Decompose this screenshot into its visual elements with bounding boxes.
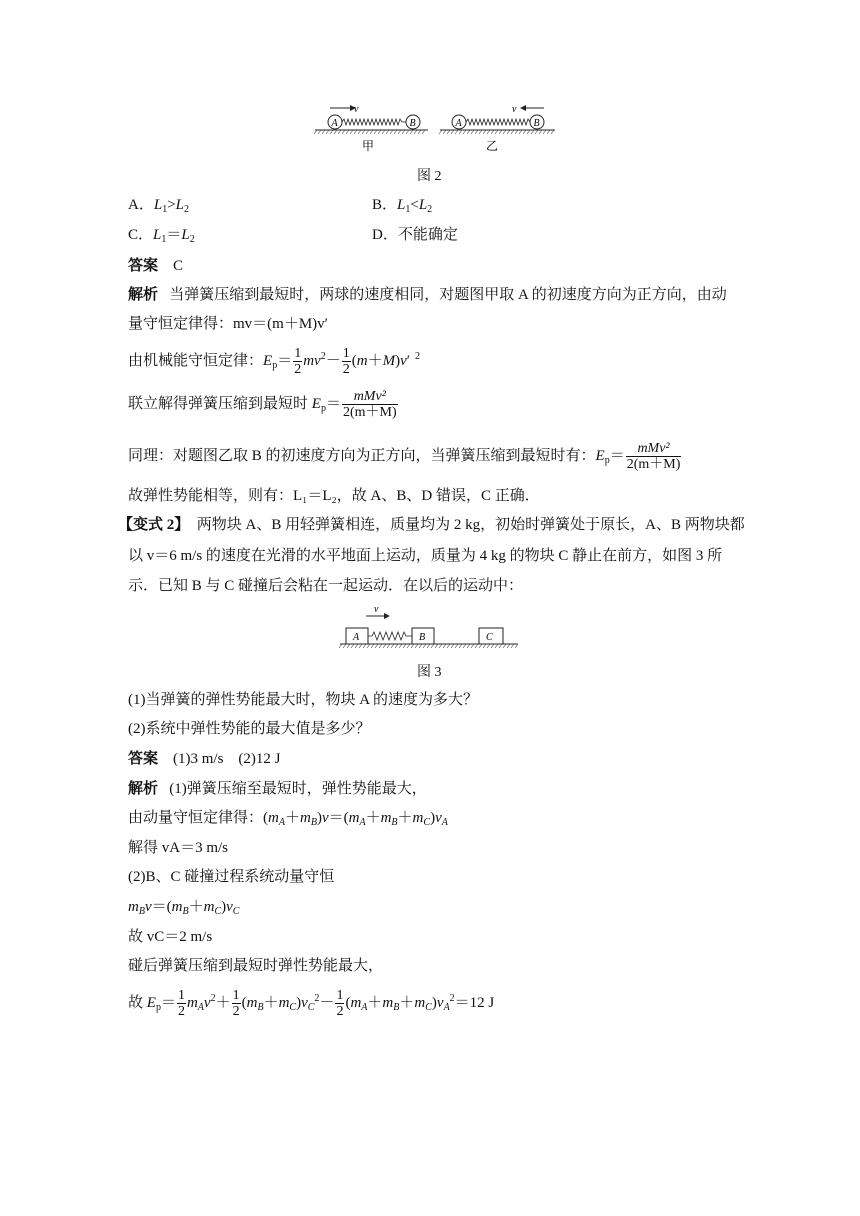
answer-2: 答案 (1)3 m/s (2)12 J — [128, 751, 281, 767]
svg-text:A: A — [455, 118, 462, 129]
variant-2-line-3: 示．已知 B 与 C 碰撞后会粘在一起运动．在以后的运动中： — [128, 578, 524, 594]
figure-2-yi — [439, 104, 555, 153]
analysis-1-line-5: 同理：对题图乙取 B 的初速度方向为正方向，当弹簧压缩到最短时有：$E_p=$ $\frac{\text{mMv²}}{2(m+M)}$ — [128, 441, 681, 473]
option-d: D．不能确定 — [372, 227, 458, 243]
analysis-1-line-2: 量守恒定律得：mv＝(m＋M)v′ — [128, 316, 328, 332]
answer-1: 答案 C — [128, 258, 184, 274]
analysis-2-line-5: $m_Bv=(m_B+m_C)v_C$ — [128, 899, 240, 917]
analysis-2-line-7: 碰后弹簧压缩到最短时弹性势能最大， — [128, 958, 384, 974]
analysis-2-line-3: 解得 vA＝3 m/s — [128, 840, 229, 856]
svg-text:A: A — [353, 632, 360, 643]
analysis-2-line-1: 解析 (1)弹簧压缩至最短时，弹性势能最大， — [128, 781, 427, 797]
analysis-1-line-4: 联立解得弹簧压缩到最短时 $E_p=$ $\frac{\text{mMv²}}{2(m+M)}$ — [128, 389, 397, 421]
figure-2-label-jia: 甲 — [362, 139, 375, 153]
analysis-2-line-6: 故 vC＝2 m/s — [128, 929, 213, 945]
figure-2-caption: 图 2 — [417, 169, 442, 184]
svg-text:C: C — [486, 632, 493, 643]
analysis-2-line-4: (2)B、C 碰撞过程系统动量守恒 — [128, 869, 335, 885]
option-c: C．$L_1=L_2$ — [128, 227, 195, 245]
figure-3-caption: 图 3 — [417, 665, 442, 680]
question-2: (2)系统中弹性势能的最大值是多少？ — [128, 721, 371, 737]
figure-2-jia — [314, 104, 428, 153]
svg-text:A: A — [331, 118, 338, 129]
option-a: A．$L_1>L_2$ — [128, 197, 189, 215]
variant-2-line-1: 【变式 2】 两物块 A、B 用轻弹簧相连，质量均为 2 kg，初始时弹簧处于原长，A、B 两物块都 — [118, 517, 745, 533]
svg-text:B: B — [409, 118, 416, 129]
svg-text:v: v — [354, 104, 359, 115]
figure-2-diagram — [310, 100, 560, 156]
analysis-1-line-3: 由机械能守恒定律：$E_p=$ $\frac{1}{2}$ $mv^2-$ $\frac{1}{2}$ (m＋M)v′ $^2$ — [128, 346, 421, 378]
variant-2-line-2: 以 v＝6 m/s 的速度在光滑的水平地面上运动，质量为 4 kg 的物块 C 静止在前方，如图 3 所 — [128, 548, 723, 564]
svg-text:B: B — [533, 118, 540, 129]
question-1: (1)当弹簧的弹性势能最大时，物块 A 的速度为多大？ — [128, 692, 478, 708]
option-b: B．$L_1<L_2$ — [372, 197, 433, 215]
figure-2-label-yi: 乙 — [486, 139, 499, 153]
analysis-1-line-1: 解析 当弹簧压缩到最短时，两球的速度相同，对题图甲取 A 的初速度方向为正方向，由动 — [128, 287, 727, 303]
svg-text:v: v — [374, 604, 379, 615]
analysis-2-line-2: 由动量守恒定律得：$(m_A+m_B)v=(m_A+m_B+m_C)v_A$ — [128, 810, 448, 828]
svg-text:B: B — [419, 632, 426, 643]
analysis-2-line-8: 故 $E_p=$ $\frac{1}{2}$ $m_Av^2+$ $\frac{1}{2}$ $(m_B+m_C)v_C^2-$ $\frac{1}{2}$ $(m_A+m_B+m_C)v_A^2=12$ J — [128, 988, 495, 1020]
figure-3-diagram — [336, 600, 522, 656]
analysis-1-line-6: 故弹性势能相等，则有：L₁＝L₂，故 A、B、D 错误，C 正确． — [128, 488, 540, 504]
svg-text:v: v — [512, 104, 517, 115]
